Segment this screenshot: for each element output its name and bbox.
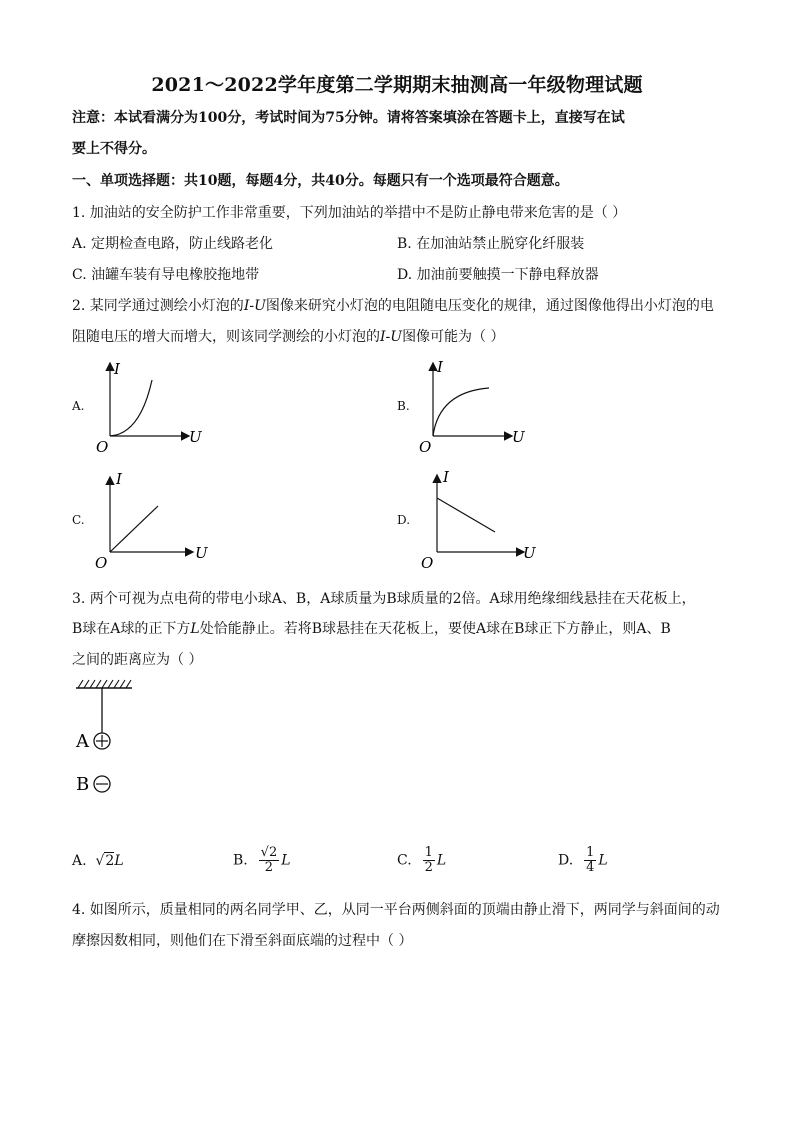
y-axis-label: I xyxy=(437,358,443,376)
q3-stem-text: 处恰能静止。若将B球悬挂在天花板上，要使A球在B球正下方静止，则A、B xyxy=(199,621,671,637)
notice-line-2: 要上不得分。 xyxy=(72,141,156,157)
x-axis-label: U xyxy=(189,428,202,446)
x-axis-label: U xyxy=(195,544,208,562)
q3-option-b xyxy=(233,846,291,875)
q1-option-c: C. 油罐车装有导电橡胶拖地带 xyxy=(72,267,260,283)
q3-stem-line-3: 之间的距离应为（ ） xyxy=(72,652,203,668)
section-heading: 一、单项选择题：共10题，每题4分，共40分。每题只有一个选项最符合题意。 xyxy=(72,173,569,189)
q2-graph-c-label: C. xyxy=(72,513,85,527)
y-axis-label: I xyxy=(116,470,122,488)
denominator: 2 xyxy=(264,860,274,875)
fraction xyxy=(584,846,596,875)
option-variable: L xyxy=(436,852,447,869)
q3-stem-line-1: 3. 两个可视为点电荷的带电小球A、B，A球质量为B球质量的2倍。A球用绝缘细线悬挂在天花板上， xyxy=(72,591,696,607)
q2-graph-d xyxy=(419,468,543,572)
origin-label: O xyxy=(421,554,434,572)
q2-graph-d-label: D. xyxy=(397,513,411,527)
sqrt-expression: √2 xyxy=(95,853,115,869)
ball-a-label: A xyxy=(76,731,89,752)
origin-label: O xyxy=(95,554,108,572)
q2-graph-c xyxy=(92,470,216,572)
origin-label: O xyxy=(419,438,432,456)
y-axis-label: I xyxy=(114,360,120,378)
q1-option-a: A. 定期检查电路，防止线路老化 xyxy=(72,236,274,252)
q2-stem-line-1 xyxy=(72,297,714,315)
q2-iu-symbol: I-U xyxy=(243,298,266,314)
option-label: C. xyxy=(397,852,412,869)
option-label: B. xyxy=(233,852,248,869)
origin-label: O xyxy=(96,438,109,456)
q1-stem: 1. 加油站的安全防护工作非常重要，下列加油站的举措中不是防止静电带来危害的是（ ） xyxy=(72,205,627,221)
numerator: 1 xyxy=(424,845,433,860)
q2-stem-text: 图像可能为（ ） xyxy=(402,329,505,345)
q3-stem-text: B球在A球的正下方 xyxy=(72,621,191,637)
notice-line-1: 注意：本试看满分为100分，考试时间为75分钟。请将答案填涂在答题卡上，直接写在试 xyxy=(72,110,625,126)
q4-stem-line-1: 4. 如图所示，质量相同的两名同学甲、乙，从同一平台两侧斜面的顶端由静止滑下，两同学与斜面间的动 xyxy=(72,902,720,918)
q3-option-d xyxy=(558,846,608,875)
option-label: D. xyxy=(558,852,574,869)
q2-stem-text: 2. 某同学通过测绘小灯泡的 xyxy=(72,298,244,314)
ball-b-label: B xyxy=(76,774,90,795)
y-axis-label: I xyxy=(443,468,449,486)
q1-option-b: B. 在加油站禁止脱穿化纤服装 xyxy=(397,236,585,252)
q3-option-a xyxy=(72,852,124,870)
option-variable: L xyxy=(114,853,124,869)
iu-line xyxy=(437,498,495,532)
numerator: 1 xyxy=(586,845,595,860)
x-axis-label: U xyxy=(512,428,525,446)
ceiling-hatch xyxy=(78,680,131,688)
q2-graph-b xyxy=(415,356,533,456)
option-label: A. xyxy=(72,853,87,869)
q3-distance-symbol: L xyxy=(190,621,200,637)
q2-stem-text: 图像来研究小灯泡的电阻随电压变化的规律，通过图像他得出小灯泡的电 xyxy=(265,298,714,314)
q1-option-d: D. 加油前要触摸一下静电释放器 xyxy=(397,267,599,283)
q2-graph-b-label: B. xyxy=(397,399,410,413)
q3-stem-line-2 xyxy=(72,620,671,638)
q2-iu-symbol: I-U xyxy=(380,329,403,345)
option-variable: L xyxy=(598,852,608,869)
fraction xyxy=(259,846,280,875)
radicand: 2 xyxy=(105,853,115,869)
q2-graph-a-label: A. xyxy=(72,399,85,413)
denominator: 4 xyxy=(586,860,595,875)
iu-curve xyxy=(433,388,489,436)
iu-curve xyxy=(110,380,152,436)
x-axis-label: U xyxy=(523,544,536,562)
iu-line xyxy=(110,506,158,552)
q4-stem-line-2: 摩擦因数相同，则他们在下滑至斜面底端的过程中（ ） xyxy=(72,933,413,949)
denominator: 2 xyxy=(424,860,433,875)
q2-stem-text: 阻随电压的增大而增大，则该同学测绘的小灯泡的 xyxy=(72,329,380,345)
page-title: 2021～2022学年度第二学期期末抽测高一年级物理试题 xyxy=(151,74,643,96)
q3-option-c xyxy=(397,846,446,875)
q3-figure xyxy=(72,676,142,802)
q2-stem-line-2 xyxy=(72,328,505,346)
numerator: √2 xyxy=(260,845,278,860)
q2-graph-a xyxy=(92,356,210,456)
fraction xyxy=(423,846,435,875)
option-variable: L xyxy=(281,852,291,869)
